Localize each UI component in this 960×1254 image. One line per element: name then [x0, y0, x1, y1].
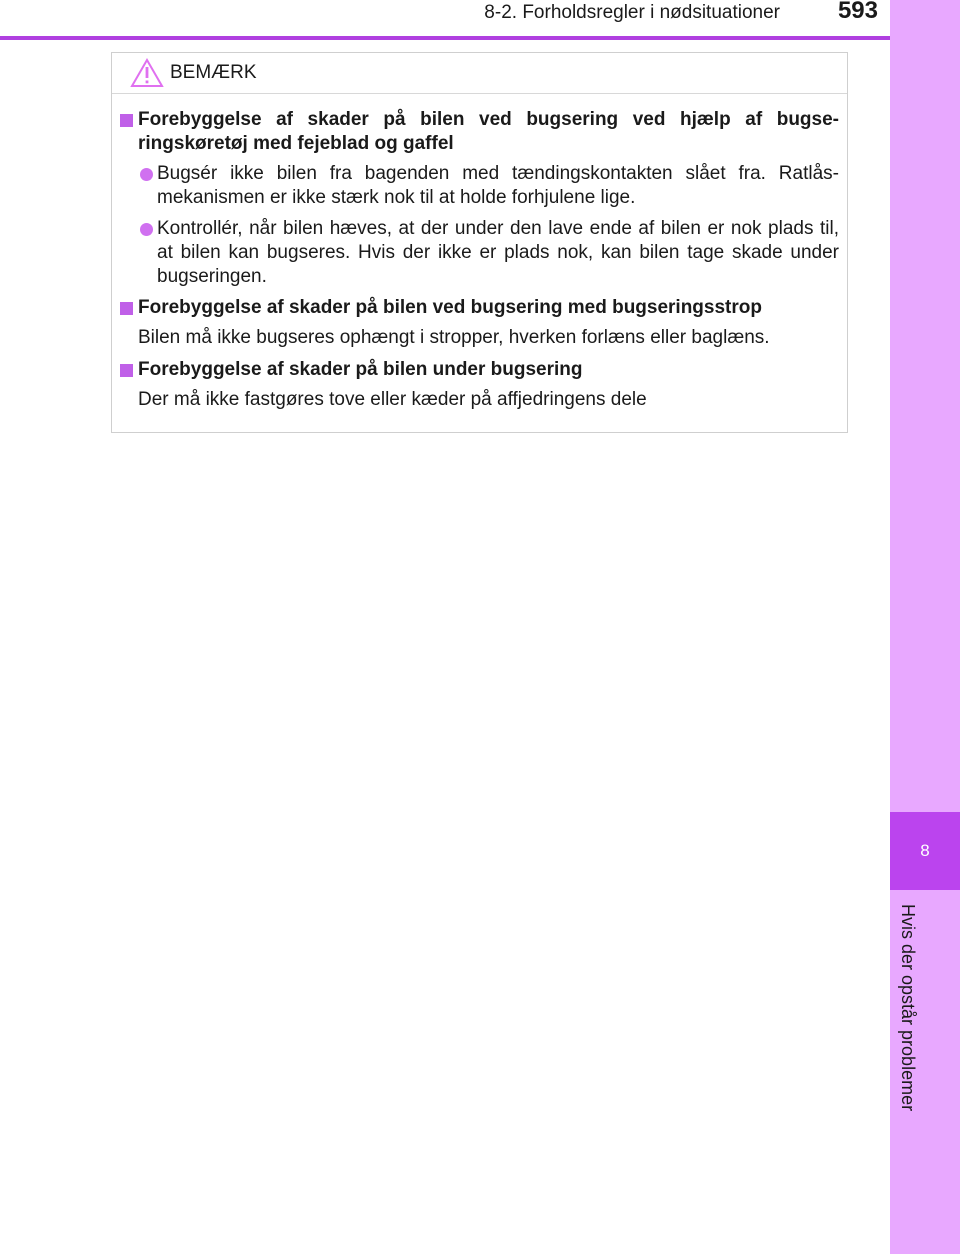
chapter-number-box[interactable] [890, 812, 960, 890]
section-heading-text: Forebyggelse af skader på bilen under bugsering [138, 359, 583, 380]
list-item-text: Kontrollér, når bilen hæves, at der under den lave ende af bilen er nok plads til, at bilen kan bugseres. Hvis der ikke er plads nok, kan bilen tage skade under bugseringen. [157, 218, 839, 287]
square-bullet-icon [120, 114, 133, 127]
square-bullet-icon [120, 302, 133, 315]
circle-bullet-icon [140, 223, 153, 236]
square-bullet-icon [120, 364, 133, 377]
section-heading [120, 108, 839, 156]
warning-triangle-icon [130, 58, 164, 88]
notice-body [112, 94, 847, 412]
circle-bullet-icon [140, 168, 153, 181]
chapter-number: 8 [920, 841, 930, 860]
section-heading-text: Forebyggelse af skader på bilen ved bugsering med bugseringsstrop [138, 297, 762, 318]
page-number: 593 [837, 0, 878, 24]
section-heading [120, 296, 839, 320]
list-item [120, 217, 839, 289]
notice-box [111, 52, 848, 433]
chapter-title: Hvis der opstår problemer [898, 904, 918, 1112]
list-item [120, 162, 839, 210]
section-heading [120, 358, 839, 382]
section-heading-text: Forebyggelse af skader på bilen ved bugsering ved hjælp af bugse-ringskøretøj med fejeblad og gaffel [138, 109, 839, 154]
section-title: 8-2. Forholdsregler i nødsituationer [484, 2, 780, 23]
notice-label: BEMÆRK [170, 62, 257, 83]
page-header [0, 0, 890, 40]
list-item-text: Bugsér ikke bilen fra bagenden med tændingskontakten slået fra. Ratlås-mekanismen er ikke stærk nok til at holde forhjulene lige. [157, 163, 839, 208]
section-text: Der må ikke fastgøres tove eller kæder på affjedringens dele [138, 389, 647, 410]
section-text: Bilen må ikke bugseres ophængt i stropper, hverken forlæns eller baglæns. [138, 327, 770, 348]
notice-header [112, 53, 847, 94]
